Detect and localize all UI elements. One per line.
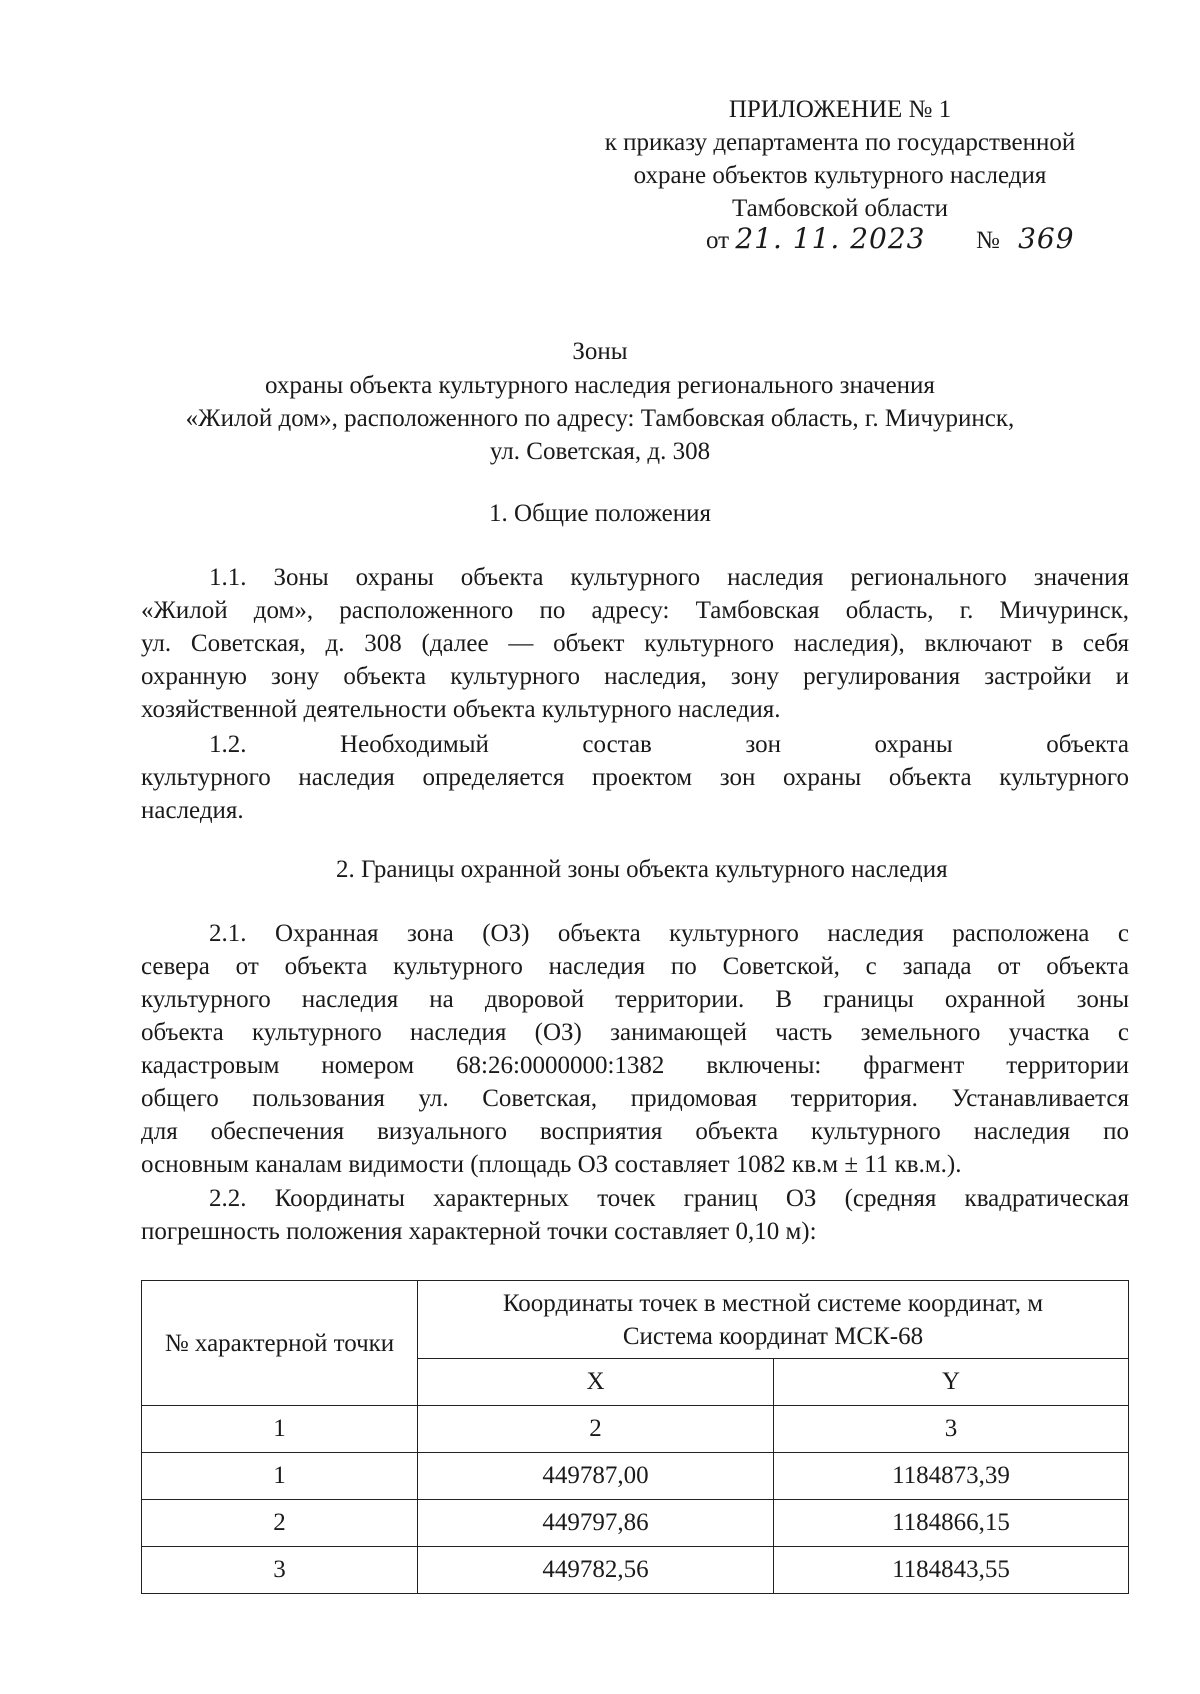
text-line: 2.1. Охранная зона (ОЗ) объекта культурного наследия расположена с xyxy=(209,920,1129,947)
doc-title-line-3: «Жилой дом», расположенного по адресу: Тамбовская область, г. Мичуринск, xyxy=(185,405,1015,432)
table-cell: 3 xyxy=(774,1406,1129,1453)
table-row xyxy=(142,1453,1129,1500)
coordinates-table xyxy=(141,1280,1129,1594)
doc-title-line-2: охраны объекта культурного наследия регионального значения xyxy=(265,372,935,399)
date-prefix: от xyxy=(706,227,730,254)
text-line: «Жилой дом», расположенного по адресу: Тамбовская область, г. Мичуринск, xyxy=(141,597,1129,624)
text-line: объекта культурного наследия (ОЗ) занимающей часть земельного участка с xyxy=(141,1019,1129,1046)
text-line: кадастровым номером 68:26:0000000:1382 включены: фрагмент территории xyxy=(141,1052,1129,1079)
header-coordinates xyxy=(418,1281,1129,1359)
paragraph-2-1 xyxy=(141,917,1129,1181)
header-point-number xyxy=(142,1281,418,1406)
table-cell-y: 1184843,55 xyxy=(774,1547,1129,1594)
table-cell-x: 449787,00 xyxy=(418,1453,774,1500)
annex-date-line xyxy=(706,222,1075,257)
annex-title: ПРИЛОЖЕНИЕ № 1 xyxy=(728,96,952,123)
text-line: погрешность положения характерной точки составляет 0,10 м): xyxy=(141,1218,817,1245)
text-line: культурного наследия на дворовой территории. В границы охранной зоны xyxy=(141,986,1129,1013)
text-line: охранную зону объекта культурного наследия, зону регулирования застройки и xyxy=(141,663,1129,690)
doc-title-line-1: Зоны xyxy=(572,338,628,365)
text-line: 1.1. Зоны охраны объекта культурного наследия регионального значения xyxy=(209,564,1129,591)
table-cell: 1 xyxy=(142,1406,418,1453)
handwritten-date: 21. 11. 2023 xyxy=(735,222,926,255)
text-line: ул. Советская, д. 308 (далее — объект культурного наследия), включают в себя xyxy=(141,630,1129,657)
table-cell-point: 2 xyxy=(142,1500,418,1547)
table-cell-point: 1 xyxy=(142,1453,418,1500)
annex-line-2: охране объектов культурного наследия xyxy=(633,162,1047,189)
text-line: основным каналам видимости (площадь ОЗ составляет 1082 кв.м ± 11 кв.м.). xyxy=(141,1151,962,1178)
text-line: 1.2. Необходимый состав зон охраны объекта xyxy=(209,731,1129,758)
table-cell-x: 449797,86 xyxy=(418,1500,774,1547)
text-line: севера от объекта культурного наследия по Советской, с запада от объекта xyxy=(141,953,1129,980)
number-prefix: № xyxy=(975,227,1000,254)
table-cell-y: 1184873,39 xyxy=(774,1453,1129,1500)
text-line: для обеспечения визуального восприятия объекта культурного наследия по xyxy=(141,1118,1129,1145)
header-x: X xyxy=(418,1359,774,1406)
handwritten-number: 369 xyxy=(1018,222,1075,255)
table-row-numbering xyxy=(142,1406,1129,1453)
header-y: Y xyxy=(774,1359,1129,1406)
header-coordinates-line-2: Система координат МСК-68 xyxy=(622,1322,924,1350)
annex-line-1: к приказу департамента по государственной xyxy=(604,129,1076,156)
header-point-number-label: № характерной точки xyxy=(164,1329,395,1357)
table-row xyxy=(142,1500,1129,1547)
paragraph-1-2 xyxy=(141,728,1129,827)
table-row xyxy=(142,1547,1129,1594)
annex-line-3: Тамбовской области xyxy=(731,195,949,222)
table-cell: 2 xyxy=(418,1406,774,1453)
table-cell-x: 449782,56 xyxy=(418,1547,774,1594)
text-line: культурного наследия определяется проектом зон охраны объекта культурного xyxy=(141,764,1129,791)
paragraph-1-1 xyxy=(141,561,1129,726)
doc-title-line-4: ул. Советская, д. 308 xyxy=(489,438,711,465)
text-line: наследия. xyxy=(141,797,244,824)
paragraph-2-2 xyxy=(141,1182,1129,1248)
table-cell-y: 1184866,15 xyxy=(774,1500,1129,1547)
text-line: хозяйственной деятельности объекта культурного наследия. xyxy=(141,696,781,723)
text-line: 2.2. Координаты характерных точек границ ОЗ (средняя квадратическая xyxy=(209,1185,1129,1212)
table-cell-point: 3 xyxy=(142,1547,418,1594)
text-line: общего пользования ул. Советская, придомовая территория. Устанавливается xyxy=(141,1085,1129,1112)
section-2-heading: 2. Границы охранной зоны объекта культурного наследия xyxy=(336,856,948,883)
section-1-heading: 1. Общие положения xyxy=(489,500,711,527)
header-coordinates-line-1: Координаты точек в местной системе координат, м xyxy=(502,1289,1044,1317)
